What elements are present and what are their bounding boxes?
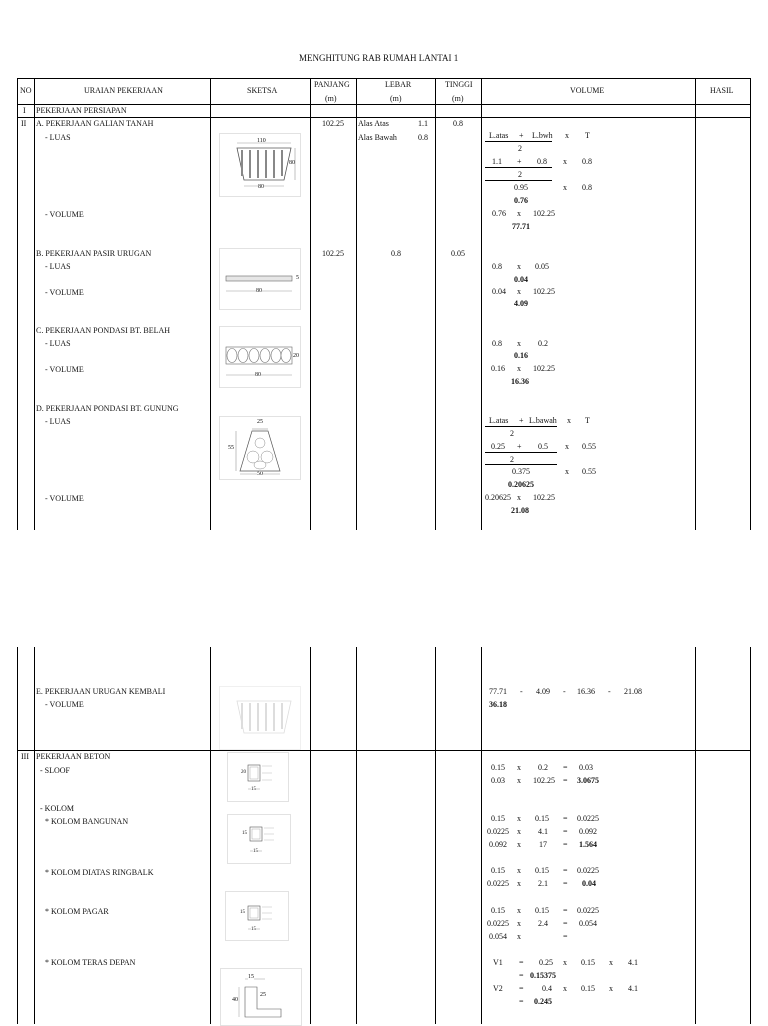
item-label: * KOLOM BANGUNAN [45, 817, 129, 826]
calc-text: 0.25 [539, 958, 553, 967]
item-sublabel: - LUAS [45, 133, 71, 142]
calc-result: 0.15375 [530, 971, 556, 980]
item-label: A. PEKERJAAN GALIAN TANAH [36, 119, 154, 128]
calc-text: 4.1 [538, 827, 548, 836]
calc-result: 0.20625 [508, 480, 534, 489]
sketch-pasir [219, 248, 301, 310]
calc-text: T [585, 131, 590, 140]
calc-text: = [563, 919, 568, 928]
calc-text: x [517, 262, 521, 271]
calc-text: 0.0225 [487, 879, 509, 888]
calc-text: L.bawah [529, 416, 557, 425]
calc-text: = [563, 763, 568, 772]
calc-text: x [517, 814, 521, 823]
calc-text: 0.375 [512, 467, 530, 476]
sketch-kolom-pagar [225, 891, 289, 941]
calc-text: x [565, 442, 569, 451]
calc-text: 102.25 [533, 209, 555, 218]
section-no: I [23, 106, 26, 115]
calc-text: T [585, 416, 590, 425]
calc-text: 0.55 [582, 467, 596, 476]
calc-text: + [519, 416, 524, 425]
calc-text: 0.0225 [487, 919, 509, 928]
calc-text: 2 [510, 455, 514, 464]
calc-text: x [517, 879, 521, 888]
calc-text: L.atas [489, 416, 509, 425]
panjang-value: 102.25 [322, 119, 344, 128]
calc-text: x [565, 467, 569, 476]
calc-text: 1.1 [492, 157, 502, 166]
sketch-dim-label: 110 [257, 138, 266, 144]
calc-text: = [563, 906, 568, 915]
lebar-value: 1.1 [418, 119, 428, 128]
calc-text: = [519, 971, 524, 980]
item-label: C. PEKERJAAN PONDASI BT. BELAH [36, 326, 171, 335]
calc-result: 0.04 [582, 879, 596, 888]
calc-text: 4.1 [628, 958, 638, 967]
item-label: D. PEKERJAAN PONDASI BT. GUNUNG [36, 404, 179, 413]
header-volume: VOLUME [570, 86, 605, 95]
sketch-dim-label: 80 [256, 288, 262, 294]
calc-result: 77.71 [512, 222, 530, 231]
item-label: - KOLOM [40, 804, 74, 813]
calc-result: 0.76 [514, 196, 528, 205]
calc-result: 0.16 [514, 351, 528, 360]
calc-text: 0.15 [581, 984, 595, 993]
item-label: * KOLOM TERAS DEPAN [45, 958, 136, 967]
sketch-dim-label: 20 [293, 353, 299, 359]
calc-text: 0.15 [535, 866, 549, 875]
calc-text: 0.15 [491, 866, 505, 875]
header-lebar-unit: (m) [390, 94, 402, 103]
calc-text: = [519, 997, 524, 1006]
sketch-dim-label: 5 [296, 275, 299, 281]
calc-text: 0.2 [538, 339, 548, 348]
calc-text: 21.08 [624, 687, 642, 696]
calc-text: x [517, 493, 521, 502]
calc-text: + [517, 157, 522, 166]
calc-text: 0.15 [491, 906, 505, 915]
calc-text: = [563, 879, 568, 888]
tinggi-value: 0.05 [451, 249, 465, 258]
calc-text: x [563, 984, 567, 993]
sketch-dim-label: 15 [251, 787, 256, 792]
item-sublabel: - VOLUME [45, 700, 84, 709]
header-tinggi-unit: (m) [452, 94, 464, 103]
calc-text: 0.0225 [577, 814, 599, 823]
sketch-dim-label: 15 [248, 974, 254, 980]
lebar-label: Alas Bawah [358, 133, 397, 142]
calc-text: L.atas [489, 131, 509, 140]
calc-text: = [563, 932, 568, 941]
calc-text: 0.04 [492, 287, 506, 296]
section-label: PEKERJAAN BETON [36, 752, 111, 761]
sketch-kolom-bangunan [227, 814, 291, 864]
calc-text: + [519, 131, 524, 140]
calc-text: L.bwh [532, 131, 553, 140]
header-sketsa: SKETSA [247, 86, 278, 95]
calc-text: 0.5 [538, 442, 548, 451]
calc-text: 0.95 [514, 183, 528, 192]
calc-text: x [609, 984, 613, 993]
calc-text: x [517, 209, 521, 218]
header-hasil: HASIL [710, 86, 734, 95]
calc-text: 0.8 [492, 339, 502, 348]
calc-text: 0.15 [491, 763, 505, 772]
sketch-dim-label: 40 [232, 997, 238, 1003]
calc-text: x [517, 776, 521, 785]
calc-text: 0.03 [491, 776, 505, 785]
sketch-galian [219, 133, 301, 197]
calc-text: 102.25 [533, 776, 555, 785]
sketch-dim-label: 55 [228, 445, 234, 451]
calc-text: x [565, 131, 569, 140]
item-sublabel: - VOLUME [45, 494, 84, 503]
calc-result: 4.09 [514, 299, 528, 308]
sketch-dim-label: 25 [260, 992, 266, 998]
calc-text: 2 [510, 429, 514, 438]
section-no: II [21, 119, 27, 128]
item-sublabel: - LUAS [45, 417, 71, 426]
calc-text: x [563, 183, 567, 192]
header-lebar: LEBAR [385, 80, 412, 89]
calc-text: x [517, 827, 521, 836]
calc-text: + [517, 442, 522, 451]
calc-text: 0.15 [535, 814, 549, 823]
calc-text: - [520, 687, 523, 696]
calc-text: 0.15 [491, 814, 505, 823]
sketch-dim-label: 15 [242, 831, 247, 836]
calc-text: 0.054 [489, 932, 507, 941]
item-sublabel: - VOLUME [45, 288, 84, 297]
item-label: - SLOOF [40, 766, 71, 775]
sketch-dim-label: 80 [255, 372, 261, 378]
calc-result: 0.245 [534, 997, 552, 1006]
calc-text: 0.4 [542, 984, 552, 993]
calc-text: 0.054 [579, 919, 597, 928]
calc-text: x [563, 157, 567, 166]
sketch-dim-label: 15 [240, 910, 245, 915]
calc-text: = [563, 814, 568, 823]
calc-text: = [563, 840, 568, 849]
calc-text: x [517, 932, 521, 941]
calc-text: 17 [539, 840, 547, 849]
item-sublabel: - LUAS [45, 262, 71, 271]
calc-result: 36.18 [489, 700, 507, 709]
calc-text: = [519, 958, 524, 967]
section-no: III [21, 752, 29, 761]
calc-text: - [563, 687, 566, 696]
calc-text: = [563, 866, 568, 875]
calc-text: 0.15 [581, 958, 595, 967]
calc-text: 102.25 [533, 287, 555, 296]
calc-text: x [563, 958, 567, 967]
calc-text: 77.71 [489, 687, 507, 696]
sketch-bt-gunung [219, 416, 301, 480]
calc-text: V2 [493, 984, 503, 993]
calc-text: = [563, 776, 568, 785]
header-panjang: PANJANG [314, 80, 350, 89]
calc-text: = [519, 984, 524, 993]
section-label: PEKERJAAN PERSIAPAN [36, 106, 127, 115]
calc-text: x [517, 763, 521, 772]
calc-text: 0.05 [535, 262, 549, 271]
item-sublabel: - LUAS [45, 339, 71, 348]
lebar-value: 0.8 [418, 133, 428, 142]
calc-text: 2 [518, 144, 522, 153]
calc-text: 16.36 [577, 687, 595, 696]
calc-text: 0.03 [579, 763, 593, 772]
calc-text: 0.16 [491, 364, 505, 373]
item-sublabel: - VOLUME [45, 365, 84, 374]
calc-text: 2.4 [538, 919, 548, 928]
item-label: E. PEKERJAAN URUGAN KEMBALI [36, 687, 166, 696]
calc-text: x [609, 958, 613, 967]
lebar-label: Alas Atas [358, 119, 389, 128]
calc-text: x [517, 906, 521, 915]
calc-text: 0.8 [537, 157, 547, 166]
header-no: NO [20, 86, 32, 95]
calc-text: 0.55 [582, 442, 596, 451]
tinggi-value: 0.8 [453, 119, 463, 128]
calc-result: 3.0675 [577, 776, 599, 785]
sketch-dim-label: 50 [257, 471, 263, 477]
header-tinggi: TINGGI [445, 80, 473, 89]
calc-text: 4.09 [536, 687, 550, 696]
sketch-bt-belah [219, 326, 301, 388]
sketch-dim-label: 25 [257, 419, 263, 425]
sketch-kolom-teras [220, 968, 302, 1026]
item-sublabel: - VOLUME [45, 210, 84, 219]
calc-text: 0.092 [579, 827, 597, 836]
calc-result: 16.36 [511, 377, 529, 386]
calc-text: 0.76 [492, 209, 506, 218]
header-panjang-unit: (m) [325, 94, 337, 103]
calc-text: 4.1 [628, 984, 638, 993]
page-title: MENGHITUNG RAB RUMAH LANTAI 1 [299, 53, 459, 63]
panjang-value: 102.25 [322, 249, 344, 258]
calc-text: 0.25 [491, 442, 505, 451]
sketch-sloof [227, 752, 289, 802]
sketch-dim-label: 80 [289, 160, 295, 166]
calc-text: x [517, 287, 521, 296]
calc-text: 0.20625 [485, 493, 511, 502]
calc-text: - [608, 687, 611, 696]
calc-result: 1.564 [579, 840, 597, 849]
calc-text: 0.0225 [487, 827, 509, 836]
calc-text: 2 [518, 170, 522, 179]
header-uraian: URAIAN PEKERJAAN [84, 86, 163, 95]
calc-text: 0.8 [582, 183, 592, 192]
item-label: * KOLOM PAGAR [45, 907, 109, 916]
calc-text: 0.0225 [577, 866, 599, 875]
calc-text: 0.8 [492, 262, 502, 271]
calc-text: 2.1 [538, 879, 548, 888]
sketch-dim-label: 20 [241, 770, 246, 775]
sketch-dim-label: 15 [253, 849, 258, 854]
calc-text: x [517, 919, 521, 928]
sketch-dim-label: 15 [251, 927, 256, 932]
calc-text: x [517, 339, 521, 348]
item-label: B. PEKERJAAN PASIR URUGAN [36, 249, 152, 258]
calc-text: 0.8 [582, 157, 592, 166]
calc-result: 21.08 [511, 506, 529, 515]
calc-text: 102.25 [533, 364, 555, 373]
calc-text: 0.092 [489, 840, 507, 849]
sketch-dim-label: 80 [258, 184, 264, 190]
item-label: * KOLOM DIATAS RINGBALK [45, 868, 154, 877]
calc-text: 0.2 [538, 763, 548, 772]
calc-result: 0.04 [514, 275, 528, 284]
calc-text: x [517, 840, 521, 849]
calc-text: = [563, 827, 568, 836]
calc-text: 0.15 [535, 906, 549, 915]
calc-text: x [567, 416, 571, 425]
calc-text: x [517, 364, 521, 373]
calc-text: 102.25 [533, 493, 555, 502]
calc-text: 0.0225 [577, 906, 599, 915]
calc-text: x [517, 866, 521, 875]
calc-text: V1 [493, 958, 503, 967]
sketch-urugan [219, 686, 301, 750]
lebar-value: 0.8 [391, 249, 401, 258]
